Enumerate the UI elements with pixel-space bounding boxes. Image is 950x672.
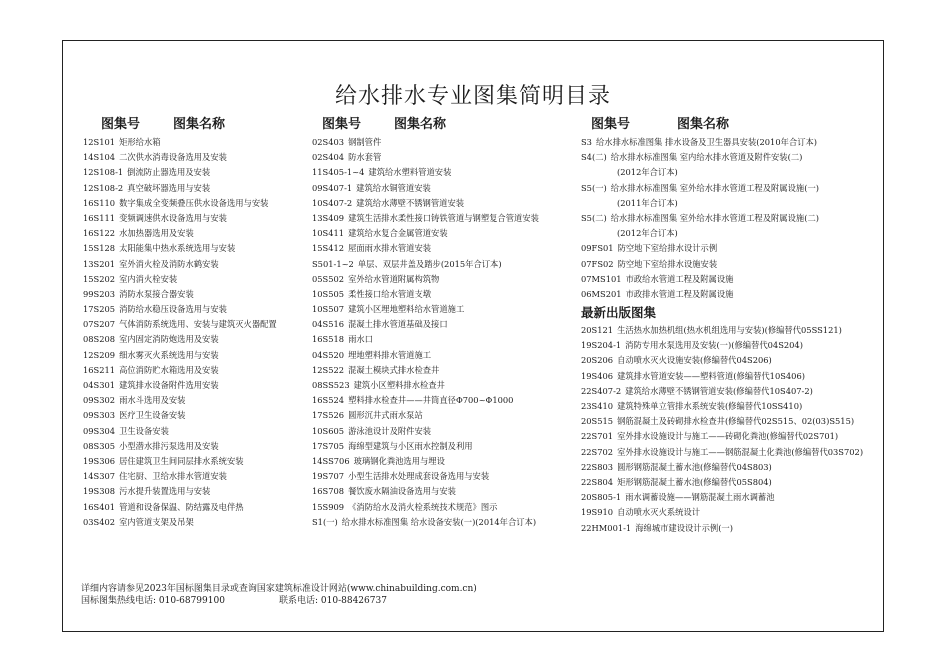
item-code: 16S211	[83, 364, 116, 375]
catalog-list	[83, 135, 323, 530]
list-item	[312, 165, 587, 180]
column-3	[581, 113, 881, 536]
item-code: 15S909	[312, 501, 345, 512]
item-name: 居住建筑卫生间同层排水系统安装	[119, 455, 244, 466]
list-item	[312, 287, 587, 302]
item-name: 混凝土排水管道基础及接口	[348, 319, 448, 330]
item-name: 防空地下室给排水设计示例	[617, 243, 718, 254]
item-name: 雨水调蓄设施——钢筋混凝土雨水调蓄池	[625, 492, 775, 503]
item-code: 10S407-2	[312, 197, 353, 208]
item-code: 22HM001-1	[581, 522, 632, 533]
item-code: 07S207	[83, 319, 116, 330]
item-code: 12S108-2	[83, 182, 124, 193]
column-header	[581, 113, 881, 135]
hotline-text: 国标图集热线电话: 010-68799100	[81, 596, 225, 606]
item-name: 建筑给水薄壁不锈钢管道安装(修编替代10S407-2)	[625, 385, 813, 396]
list-item	[581, 384, 881, 399]
item-name: 室内固定消防炮选用及安装	[119, 334, 219, 345]
item-code: 16S110	[83, 197, 116, 208]
item-code: 04S301	[83, 380, 116, 390]
header-name: 图集名称	[394, 117, 447, 132]
item-code: 02S403	[312, 137, 345, 147]
item-name: 矩形钢筋混凝土蓄水池(修编替代05S804)	[617, 476, 772, 487]
list-item	[581, 241, 881, 256]
list-item	[83, 439, 323, 454]
list-item	[581, 135, 881, 150]
item-name: 《消防给水及消火栓系统技术规范》图示	[348, 501, 498, 512]
item-name: 屋面雨水排水管道安装	[348, 243, 432, 254]
item-name: 雨水斗选用及安装	[119, 395, 186, 406]
item-name: 钢制管件	[348, 137, 382, 147]
item-code: 20S121	[581, 325, 614, 336]
list-item	[581, 338, 881, 353]
item-code: 16S401	[83, 501, 116, 512]
list-item	[581, 323, 881, 338]
item-code: 22S407-2	[581, 385, 622, 396]
item-name: 建筑特殊单立管排水系统安装(修编替代10SS410)	[617, 401, 803, 411]
item-code: 04S520	[312, 349, 345, 360]
item-code: 12S522	[312, 364, 345, 375]
list-item	[312, 378, 587, 393]
item-code: 07MS101	[581, 273, 622, 284]
item-code: 06MS201	[581, 288, 622, 299]
item-code: S5(一)	[581, 182, 607, 193]
item-name: 海绵城市建设设计示例(一)	[635, 522, 733, 533]
item-code: 08SS523	[312, 380, 350, 390]
item-code: 22S803	[581, 461, 614, 472]
list-item	[312, 257, 587, 272]
list-item	[83, 226, 323, 241]
item-name: 室外给水管道附属构筑物	[348, 273, 440, 284]
list-item	[312, 454, 587, 469]
item-code: 16S518	[312, 334, 345, 345]
item-name: 塑料排水检查井——井筒直径Φ700~Φ1000	[348, 395, 514, 406]
item-name: 游泳池设计及附件安装	[348, 425, 432, 436]
item-code: 20S805-1	[581, 492, 622, 503]
header-name: 图集名称	[173, 117, 226, 132]
item-code: 13S409	[312, 212, 345, 223]
item-code: 03S402	[83, 516, 116, 527]
item-name: 钢筋混凝土及砖砌排水检查井(修编替代02S515、02(03)S515)	[617, 416, 855, 427]
item-code: 15S128	[83, 243, 116, 254]
item-name: 医疗卫生设备安装	[119, 410, 186, 421]
item-name: 消防给水稳压设备选用与安装	[119, 304, 227, 315]
item-code: S3	[581, 137, 592, 147]
item-code: 16S708	[312, 486, 345, 497]
list-item	[83, 332, 323, 347]
list-item	[83, 469, 323, 484]
list-item	[312, 226, 587, 241]
header-code: 图集号	[322, 117, 362, 132]
list-item	[581, 475, 881, 490]
item-name: 高位消防贮水箱选用及安装	[119, 364, 219, 375]
item-code: S5(二)	[581, 212, 607, 223]
catalog-list	[312, 135, 587, 530]
list-item	[312, 150, 587, 165]
item-name: 数字集成全变频叠压供水设备选用与安装	[119, 197, 269, 208]
item-code: 11S405-1~4	[312, 167, 365, 178]
list-item	[581, 272, 881, 287]
item-code: 12S108-1	[83, 167, 124, 178]
item-code: 99S203	[83, 288, 116, 299]
item-name: 室内管道支架及吊架	[119, 516, 194, 527]
list-item	[312, 424, 587, 439]
item-name: 管道和设备保温、防结露及电伴热	[119, 501, 244, 512]
list-item	[83, 302, 323, 317]
item-name: 建筑生活排水柔性接口铸铁管道与钢塑复合管道安装	[348, 212, 539, 223]
item-name: 水加热器选用及安装	[119, 228, 194, 239]
item-code: 04S516	[312, 319, 345, 330]
item-code: 19S910	[581, 507, 614, 518]
list-item	[312, 317, 587, 332]
item-name: 给水排水标准图集 室外给水排水管道工程及附属设施(二)	[610, 212, 819, 223]
item-code: 10S605	[312, 425, 345, 436]
list-item	[312, 135, 587, 150]
item-name: 建筑排水设备附件选用安装	[119, 380, 219, 390]
item-code: S501-1~2	[312, 258, 354, 269]
contact-phone-text: 联系电话: 010-88426737	[279, 596, 387, 606]
item-name: 建筑给水铜管道安装	[356, 182, 431, 193]
item-code: 22S702	[581, 446, 614, 457]
item-name: 建筑排水管道安装——塑料管道(修编替代10S406)	[617, 370, 805, 381]
list-item	[581, 414, 881, 429]
list-item	[581, 521, 881, 536]
item-name: 二次供水消毒设备选用及安装	[119, 152, 227, 163]
item-code: 17S526	[312, 410, 345, 421]
item-name: (2012年合订本)	[617, 167, 678, 178]
list-item	[312, 484, 587, 499]
list-item	[83, 150, 323, 165]
item-code: 19S707	[312, 471, 345, 482]
column-1	[83, 113, 323, 530]
item-name: (2012年合订本)	[617, 228, 678, 239]
item-code: 05S502	[312, 273, 345, 284]
list-item	[581, 445, 881, 460]
item-code: 20S206	[581, 355, 614, 366]
item-name: 埋地塑料排水管道施工	[348, 349, 432, 360]
item-code: 15S202	[83, 273, 116, 284]
list-item	[581, 429, 881, 444]
item-name: 给水排水标准图集 室内给水排水管道及附件安装(二)	[610, 152, 803, 163]
page-title: 给水排水专业图集简明目录	[334, 84, 611, 109]
list-item	[83, 317, 323, 332]
list-item	[83, 211, 323, 226]
item-name: 自动喷水灭火设施安装(修编替代04S206)	[617, 355, 772, 366]
list-item	[83, 378, 323, 393]
list-item	[581, 490, 881, 505]
list-item	[581, 150, 881, 165]
item-code: 20S515	[581, 416, 614, 427]
item-name: 矩形给水箱	[119, 137, 161, 147]
footer	[81, 583, 477, 607]
item-code: 09S304	[83, 425, 116, 436]
item-name: 圆形钢筋混凝土蓄水池(修编替代04S803)	[617, 461, 772, 472]
item-code: 10S505	[312, 288, 345, 299]
list-item	[312, 241, 587, 256]
catalog-sheet	[62, 40, 884, 632]
item-code: 12S101	[83, 137, 116, 147]
item-code: 08S208	[83, 334, 116, 345]
list-item	[83, 348, 323, 363]
item-name: 给水排水标准图集 室外给水排水管道工程及附属设施(一)	[610, 182, 819, 193]
item-code: 09S407-1	[312, 182, 353, 193]
list-item	[83, 165, 323, 180]
footer-website-note: 详细内容请参见2023年国标图集目录或查询国家建筑标准设计网站(www.chinabuilding.com.cn)	[81, 584, 477, 594]
list-item	[312, 363, 587, 378]
item-code: 19S306	[83, 455, 116, 466]
item-name: 变频调速供水设备选用与安装	[119, 212, 227, 223]
item-code: 08S305	[83, 440, 116, 451]
item-code: 22S804	[581, 476, 614, 487]
item-name: 建筑给水复合金属管道安装	[348, 228, 448, 239]
item-name: (2011年合订本)	[617, 197, 678, 208]
item-name: 细水雾灭火系统选用与安装	[119, 349, 219, 360]
item-name: 住宅厨、卫给水排水管道安装	[119, 471, 227, 482]
item-code: 15S412	[312, 243, 345, 254]
item-name: 室外消火栓及消防水鹤安装	[119, 258, 219, 269]
list-item	[83, 272, 323, 287]
list-item	[312, 181, 587, 196]
item-code: 02S404	[312, 152, 345, 163]
item-code: 19S204-1	[581, 340, 622, 351]
list-item	[581, 460, 881, 475]
item-name: 防空地下室给排水设施安装	[617, 258, 718, 269]
list-item	[312, 408, 587, 423]
item-name: 小型生活排水处理成套设备选用与安装	[348, 471, 490, 482]
list-item	[83, 454, 323, 469]
item-name: 污水提升装置选用与安装	[119, 486, 211, 497]
item-name: 消防水泵接合器安装	[119, 288, 194, 299]
item-name: 餐饮废水隔油设备选用与安装	[348, 486, 456, 497]
item-name: 混凝土模块式排水检查井	[348, 364, 440, 375]
list-item	[581, 257, 881, 272]
list-item	[312, 500, 587, 515]
item-code: 19S406	[581, 370, 614, 381]
item-code: 10S507	[312, 304, 345, 315]
item-code: 13S201	[83, 258, 116, 269]
item-name: 太阳能集中热水系统选用与安装	[119, 243, 236, 254]
list-item	[581, 399, 881, 414]
column-2	[312, 113, 587, 530]
item-code: 17S705	[312, 440, 345, 451]
list-item	[83, 500, 323, 515]
header-name: 图集名称	[677, 117, 730, 132]
item-code: 09FS01	[581, 243, 614, 254]
list-item	[581, 196, 881, 211]
item-name: 真空破坏器选用与安装	[127, 182, 211, 193]
list-item	[581, 226, 881, 241]
item-name: 建筑小区埋地塑料给水管道施工	[348, 304, 465, 315]
new-publications-heading: 最新出版图集	[581, 305, 657, 321]
item-name: 倒流防止器选用及安装	[127, 167, 211, 178]
item-code: 16S122	[83, 228, 116, 239]
item-name: 海绵型建筑与小区雨水控制及利用	[348, 440, 473, 451]
item-code: S1(一)	[312, 516, 338, 527]
list-item	[83, 181, 323, 196]
item-code: 12S209	[83, 349, 116, 360]
item-name: 柔性接口给水管道支墩	[348, 288, 432, 299]
item-name: 圆形沉井式雨水泵站	[348, 410, 423, 421]
item-code: 14SS706	[312, 455, 350, 466]
item-code: S4(二)	[581, 152, 607, 163]
list-item	[83, 408, 323, 423]
list-item	[581, 181, 881, 196]
item-name: 生活热水加热机组(热水机组选用与安装)(修编替代05SS121)	[617, 325, 842, 336]
list-item	[312, 393, 587, 408]
item-name: 玻璃钢化粪池选用与埋设	[353, 455, 445, 466]
item-code: 07FS02	[581, 258, 614, 269]
header-code: 图集号	[101, 117, 141, 132]
item-name: 消防专用水泵选用及安装(一)(修编替代04S204)	[625, 340, 803, 351]
list-item	[83, 196, 323, 211]
list-item	[83, 393, 323, 408]
column-header	[312, 113, 587, 135]
list-item	[83, 484, 323, 499]
list-item	[83, 363, 323, 378]
column-header	[83, 113, 323, 135]
header-code: 图集号	[591, 117, 631, 132]
item-name: 气体消防系统选用、安装与建筑灭火器配置	[119, 319, 277, 330]
list-item	[581, 353, 881, 368]
item-name: 卫生设备安装	[119, 425, 169, 436]
item-name: 市政给水管道工程及附属设施	[625, 273, 734, 284]
list-item	[581, 211, 881, 226]
list-item	[312, 515, 587, 530]
item-name: 雨水口	[348, 334, 373, 345]
item-name: 室外排水设施设计与施工——砖砌化粪池(修编替代02S701)	[617, 431, 839, 442]
item-name: 防水套管	[348, 152, 382, 163]
list-item	[312, 439, 587, 454]
list-item	[581, 165, 881, 180]
item-name: 小型潜水排污泵选用及安装	[119, 440, 219, 451]
list-item	[83, 424, 323, 439]
catalog-list	[581, 135, 881, 302]
list-item	[312, 196, 587, 211]
item-name: 建筑给水薄壁不锈钢管道安装	[356, 197, 465, 208]
list-item	[581, 287, 881, 302]
footer-contacts	[81, 595, 477, 607]
item-name: 建筑小区塑料排水检查井	[353, 380, 445, 390]
item-code: 17S205	[83, 304, 116, 315]
item-code: 14S307	[83, 471, 116, 482]
list-item	[83, 135, 323, 150]
item-name: 室内消火栓安装	[119, 273, 178, 284]
item-code: 16S524	[312, 395, 345, 406]
item-name: 市政排水管道工程及附属设施	[625, 288, 734, 299]
new-publications-list	[581, 323, 881, 536]
item-name: 给水排水标准图集 排水设备及卫生器具安装(2010年合订本)	[595, 137, 818, 147]
list-item	[312, 469, 587, 484]
item-name: 单层、双层井盖及踏步(2015年合订本)	[357, 258, 502, 269]
list-item	[83, 515, 323, 530]
item-name: 室外排水设施设计与施工——钢筋混凝土化粪池(修编替代03S702)	[617, 446, 864, 457]
item-name: 给水排水标准图集 给水设备安装(一)(2014年合订本)	[341, 516, 537, 527]
item-code: 09S302	[83, 395, 116, 406]
item-code: 23S410	[581, 401, 614, 411]
item-code: 19S308	[83, 486, 116, 497]
item-code: 14S104	[83, 152, 116, 163]
item-code: 10S411	[312, 228, 345, 239]
list-item	[581, 505, 881, 520]
item-code: 22S701	[581, 431, 614, 442]
list-item	[312, 272, 587, 287]
list-item	[83, 287, 323, 302]
list-item	[312, 211, 587, 226]
item-name: 自动喷水灭火系统设计	[617, 507, 701, 518]
list-item	[83, 257, 323, 272]
item-code: 16S111	[83, 212, 116, 223]
item-name: 建筑给水塑料管道安装	[368, 167, 452, 178]
list-item	[312, 348, 587, 363]
list-item	[312, 332, 587, 347]
list-item	[312, 302, 587, 317]
item-code: 09S303	[83, 410, 116, 421]
list-item	[581, 369, 881, 384]
list-item	[83, 241, 323, 256]
